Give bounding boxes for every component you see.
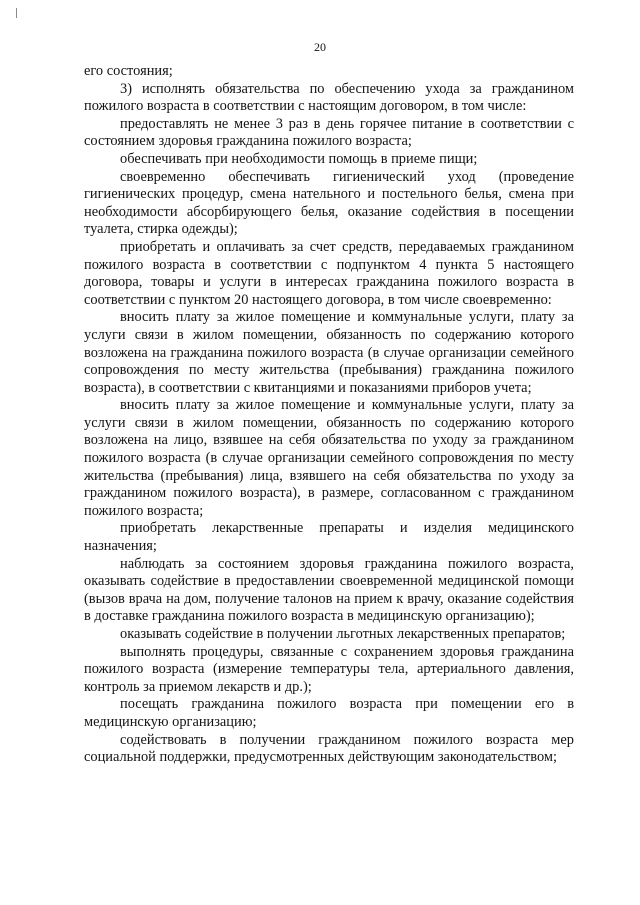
- paragraph-2: 3) исполнять обязательства по обеспечению ухода за гражданином пожилого возраста в соответствии с настоящим договором, в том числе:: [84, 80, 574, 115]
- paragraph-9: приобретать лекарственные препараты и изделия медицинского назначения;: [84, 520, 574, 555]
- paragraph-13: посещать гражданина пожилого возраста при помещении его в медицинскую организацию;: [84, 696, 574, 730]
- paragraph-11: оказывать содействие в получении льготных лекарственных препаратов;: [120, 626, 566, 642]
- paragraph-3: предоставлять не менее 3 раз в день горячее питание в соответствии с состоянием здоровья гражданина пожилого возраста;: [84, 115, 574, 150]
- page-number: 20: [314, 40, 326, 54]
- paragraph-8: вносить плату за жилое помещение и коммунальные услуги, плату за услуги связи в жилом помещении, обязанность по содержанию которого возложена на лицо, взявшее на себя обязательства по уходу за гражданином пожилого возраста (в случае организации семейного сопровождения по месту жительства (пребывания) лица, взявшего на себя обязательства по уходу за гражданином пожилого возраста), в размере, согласованном с гражданином пожилого возраста;: [84, 397, 574, 519]
- paragraph-4: обеспечивать при необходимости помощь в приеме пищи;: [120, 150, 478, 167]
- paragraph-12: выполнять процедуры, связанные с сохранением здоровья гражданина пожилого возраста (измерение температуры тела, артериального давления, контроль за приемом лекарств и др.);: [84, 643, 574, 695]
- scan-corner-mark: [16, 8, 21, 18]
- paragraph-14: содействовать в получении гражданином пожилого возраста мер социальной поддержки, предусмотренных действующим законодательством;: [84, 731, 574, 766]
- paragraph-6: приобретать и оплачивать за счет средств, передаваемых гражданином пожилого возраста в соответствии с подпунктом 4 пункта 5 настоящего договора, товары и услуги в интересах гражданина пожилого возраста в соответствии с пунктом 20 настоящего договора, в том числе своевременно:: [84, 238, 574, 308]
- paragraph-10: наблюдать за состоянием здоровья гражданина пожилого возраста, оказывать содействие в предоставлении своевременной медицинской помощи (вызов врача на дом, получение талонов на прием к врачу, оказание содействия в доставке гражданина пожилого возраста в медицинскую организацию);: [84, 555, 574, 625]
- document-body: [84, 63, 574, 767]
- paragraph-7: вносить плату за жилое помещение и коммунальные услуги, плату за услуги связи в жилом помещении, обязанность по содержанию которого возложена на гражданина пожилого возраста (в случае организации семейного сопровождения по месту жительства (пребывания) гражданина пожилого возраста), в соответствии с квитанциями и показаниями приборов учета;: [84, 309, 574, 396]
- paragraph-5: своевременно обеспечивать гигиенический уход (проведение гигиенических процедур, смена нательного и постельного белья, смена при необходимости абсорбирующего белья, оказание содействия в посещении туалета, стирка одежды);: [84, 168, 574, 238]
- paragraph-1: его состояния;: [84, 63, 173, 79]
